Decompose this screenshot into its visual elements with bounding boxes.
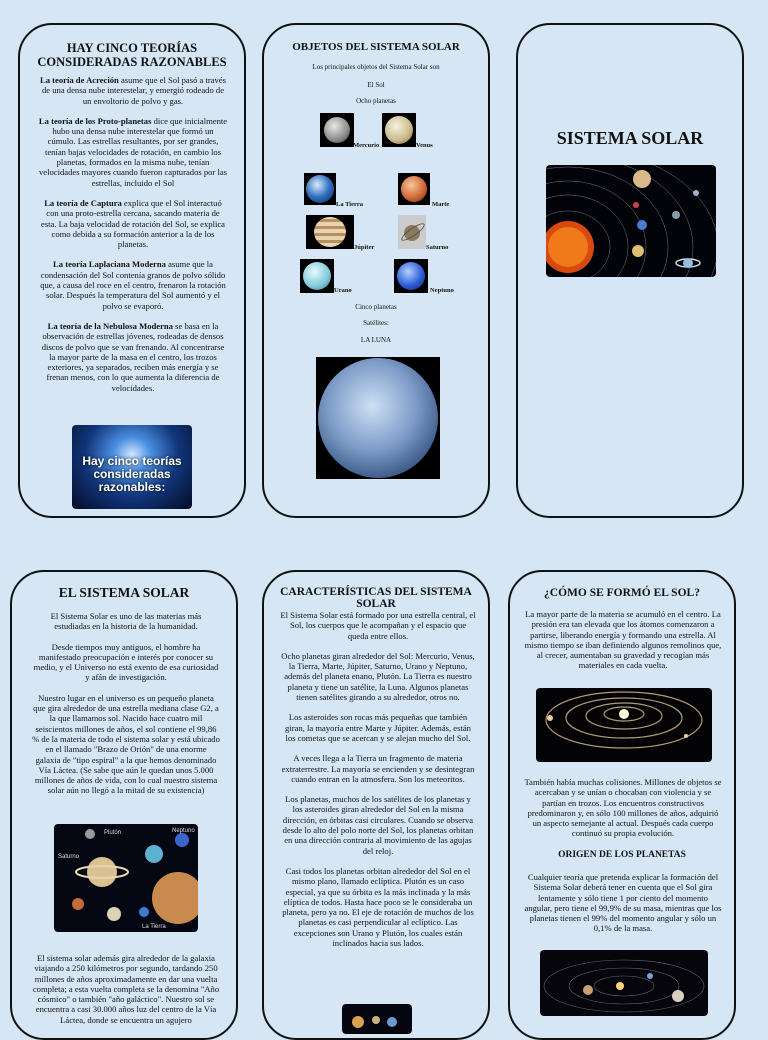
solar-system-illustration <box>546 165 716 277</box>
paragraph-1: El Sistema Solar está formado por una estrella central, el Sol, los cuerpos que le acompañan y el espacio que queda entre ellos. <box>280 610 476 641</box>
panel-title: ¿CÓMO SE FORMÓ EL SOL? <box>544 587 700 599</box>
paragraph-proto-planetas: La teoría de los Proto-planetas dice que inicialmente hubo una densa nube interestelar que formó un cúmulo. Las estrellas resultantes, por ser grandes, tenían bajas velocidades de rotación, en cambio los planetas, formados en la misma nube, tenían velocidades mayores cuando fueron capturados por las estrellas, incluido el Sol <box>38 115 228 188</box>
banner-line-2: consideradas <box>93 467 171 481</box>
cinco-planetas-label: Cinco planetas <box>355 303 397 311</box>
paragraph-captura: La teoría de Captura explica que el Sol interactuó con una proto-estrella cercana, sacando materia de esta. La baja velocidad de rotación del Sol, se explica como debida a su formación anterior a la de los planetas. <box>41 197 225 250</box>
paragraph-2: Ocho planetas giran alrededor del Sol: Mercurio, Venus, la Tierra, Marte, Júpiter, Saturno, Urano y Neptuno, además del planeta enano, Plutón. La Tierra es nuestro planeta y tiene un satélite, la Luna. Algunos planetas tienen satélites girando a su alrededor, otros no. <box>281 650 475 703</box>
saturno-image <box>398 215 426 249</box>
panel-como-se-formo <box>508 570 736 1040</box>
sol-label: El Sol <box>367 81 385 89</box>
planets-orbit-image <box>540 950 708 1016</box>
tierra-label: La Tierra <box>142 924 166 930</box>
paragraph-2: Desde tiempos muy antiguos, el hombre ha manifestado preocupación e interés por conocer su medio, y el Universo no está exento de esa curiosidad y afán de investigación. <box>33 641 219 683</box>
paragraph-acrecion: La teoría de Acreción asume que el Sol pasó a través de una densa nube interestelar, y emergió rodeado de un envoltorio de polvo y gas. <box>40 75 226 106</box>
ocho-planetas-label: Ocho planetas <box>356 97 396 105</box>
paragraph-3: Cualquier teoría que pretenda explicar la formación del Sistema Solar deberá tener en cuenta que el Sol gira lentamente y sólo tiene 1 por ciento del momento angular, pero tiene el 99,9% de su masa, mientras que los planetas tienen el 99% del momento angular y sólo un 0,1% de la masa. <box>524 872 722 934</box>
paragraph-1: El Sistema Solar es uno de las materias más estudiadas en la historia de la humanidad. <box>50 611 202 632</box>
panel-title: CARACTERÍSTICAS DEL SISTEMA SOLAR <box>280 586 472 610</box>
luna-label: LA LUNA <box>360 336 392 344</box>
cover-title: SISTEMA SOLAR <box>556 128 704 148</box>
mercurio-image <box>320 113 354 147</box>
urano-image <box>300 259 334 293</box>
panel-caracteristicas <box>262 570 490 1040</box>
saturno-label: Saturno <box>426 244 449 251</box>
intro-text: Los principales objetos del Sistema Solar son <box>312 63 440 71</box>
panel-cinco-teorias <box>18 23 246 518</box>
luna-image <box>316 357 440 479</box>
bottom-planets-image <box>342 1004 412 1034</box>
panel-el-sistema-solar <box>10 570 238 1040</box>
mercurio-label: Mercurio <box>353 142 380 149</box>
solar-system-image <box>546 165 716 277</box>
tierra-image <box>304 173 336 205</box>
paragraph-4: El sistema solar además gira alrededor de la galaxia viajando a 250 kilómetros por segundo, tardando 250 millones de años aproximadamente en dar una vuelta completa; a esta vuelta completa se la denomina "Año cósmico" o también "año galáctico". Nuestro sol se encuentra a casi 30.000 años luz del centro de la Vía Láctea, donde se encuentra un agujero <box>32 953 220 1025</box>
paragraph-nebulosa: La teoría de la Nebulosa Moderna se basa en la observación de estrellas jóvenes, rodeadas de densos discos de polvo que se van frenando. Al concentrarse la mayor parte de la masa en el centro, los trozos exteriores, ya separados, reciben más energía y se frenan menos, con lo que aumenta la diferencia de velocidades. <box>41 320 225 393</box>
marte-label: Marte <box>432 201 450 208</box>
paragraph-3: Los asteroides son rocas más pequeñas que también giran, la mayoría entre Marte y Júpiter. Además, están los cometas que se acercan y se alejan mucho del Sol. <box>285 712 471 743</box>
neptuno-image <box>394 259 428 293</box>
paragraph-1: La mayor parte de la materia se acumuló en el centro. La presión era tan elevada que los átomos comenzaron a partirse, liberando energía y formando una estrella. Al mismo tiempo se iban definiendo algunos remolinos que, al crecer, aumentaban su gravedad y recogían más materiales en cada vuelta. <box>524 609 722 671</box>
neptuno-label: Neptuno <box>430 287 454 294</box>
banner-line-1: Hay cinco teorías <box>82 454 182 468</box>
saturno-label: Saturno <box>58 854 80 860</box>
venus-image <box>382 113 416 147</box>
banner-image <box>72 425 192 509</box>
jupiter-label: Júpiter <box>354 244 375 251</box>
banner-line-3: razonables: <box>98 480 166 494</box>
accretion-disk-image <box>536 688 712 762</box>
paragraph-4: A veces llega a la Tierra un fragmento de materia extraterrestre. La mayoría se encienden y se desintegran cuando entran en la atmosfera. Son los meteoritos. <box>281 753 475 784</box>
panel-portada <box>516 23 744 518</box>
origen-subtitle: ORIGEN DE LOS PLANETAS <box>558 850 686 860</box>
panel-title: HAY CINCO TEORÍAS CONSIDERADAS RAZONABLES <box>37 41 227 69</box>
tierra-label: La Tierra <box>336 201 364 208</box>
venus-label: Venus <box>416 142 433 149</box>
paragraph-2: También había muchas colisiones. Millones de objetos se acercaban y se unían o chocaban con violencia y se partían en trozos. Los encuentros constructivos predominaron y, en sólo 100 millones de años, adquirió un aspecto semejante al actual. Después cada cuerpo continuó su propia evolución. <box>524 777 722 839</box>
satelites-label: Satélites: <box>363 319 389 327</box>
panel-title: OBJETOS DEL SISTEMA SOLAR <box>292 41 460 53</box>
paragraph-3: Nuestro lugar en el universo es un pequeño planeta que gira alrededor de una estrella mediana clase G2, a la que llamamos sol. Nacido hace cuatro mil seiscientos millones de años, el sol contiene el 99,86 % de la materia de todo el sistema solar y está ubicado en el llamado "Brazo de Orión" de una enorme galaxia de "tipo espiral" a la que hemos denominado Vía Láctea. (Se sabe que aún le quedan unos 5.000 millones de años de vida, con lo cual nuestro sistema solar aún no llegó a la mitad de su existencia) <box>32 692 220 796</box>
paragraph-laplaciana: La teoría Laplaciana Moderna asume que la condensación del Sol contenía granos de polvo sólido que, a causa del roce en el centro, frenaron la rotación solar. Después la temperatura del Sol aumentó y el polvo se evaporó. <box>40 259 226 311</box>
neptuno-label: Neptuno <box>172 828 195 834</box>
jupiter-image <box>306 215 354 249</box>
pluton-label: Plutón <box>104 830 122 836</box>
marte-image <box>398 173 430 205</box>
paragraph-6: Casi todos los planetas orbitan alrededor del Sol en el mismo plano, llamado eclíptica. Plutón es un caso especial, ya que su órbita es la más inclinada y la más elíptica de todos. Hasta hace poco se le consideraba un planeta, pero ya no. El eje de rotación de muchos de los planetas es casi perpendicular al eclíptico. Las excepciones son Urano y Plutón, los cuales están inclinados hacia sus lados. <box>282 865 474 949</box>
planets-image <box>54 824 198 932</box>
urano-label: Urano <box>334 287 352 294</box>
paragraph-5: Los planetas, muchos de los satélites de los planetas y los asteroides giran alrededor del Sol en la misma dirección, en órbitas casi circulares. Cuando se observa desde lo alto del polo norte del Sol, los planetas orbitan en una dirección contraria al movimiento de las agujas del reloj. <box>282 794 474 856</box>
panel-title: EL SISTEMA SOLAR <box>58 585 190 600</box>
panel-objetos <box>262 23 490 518</box>
